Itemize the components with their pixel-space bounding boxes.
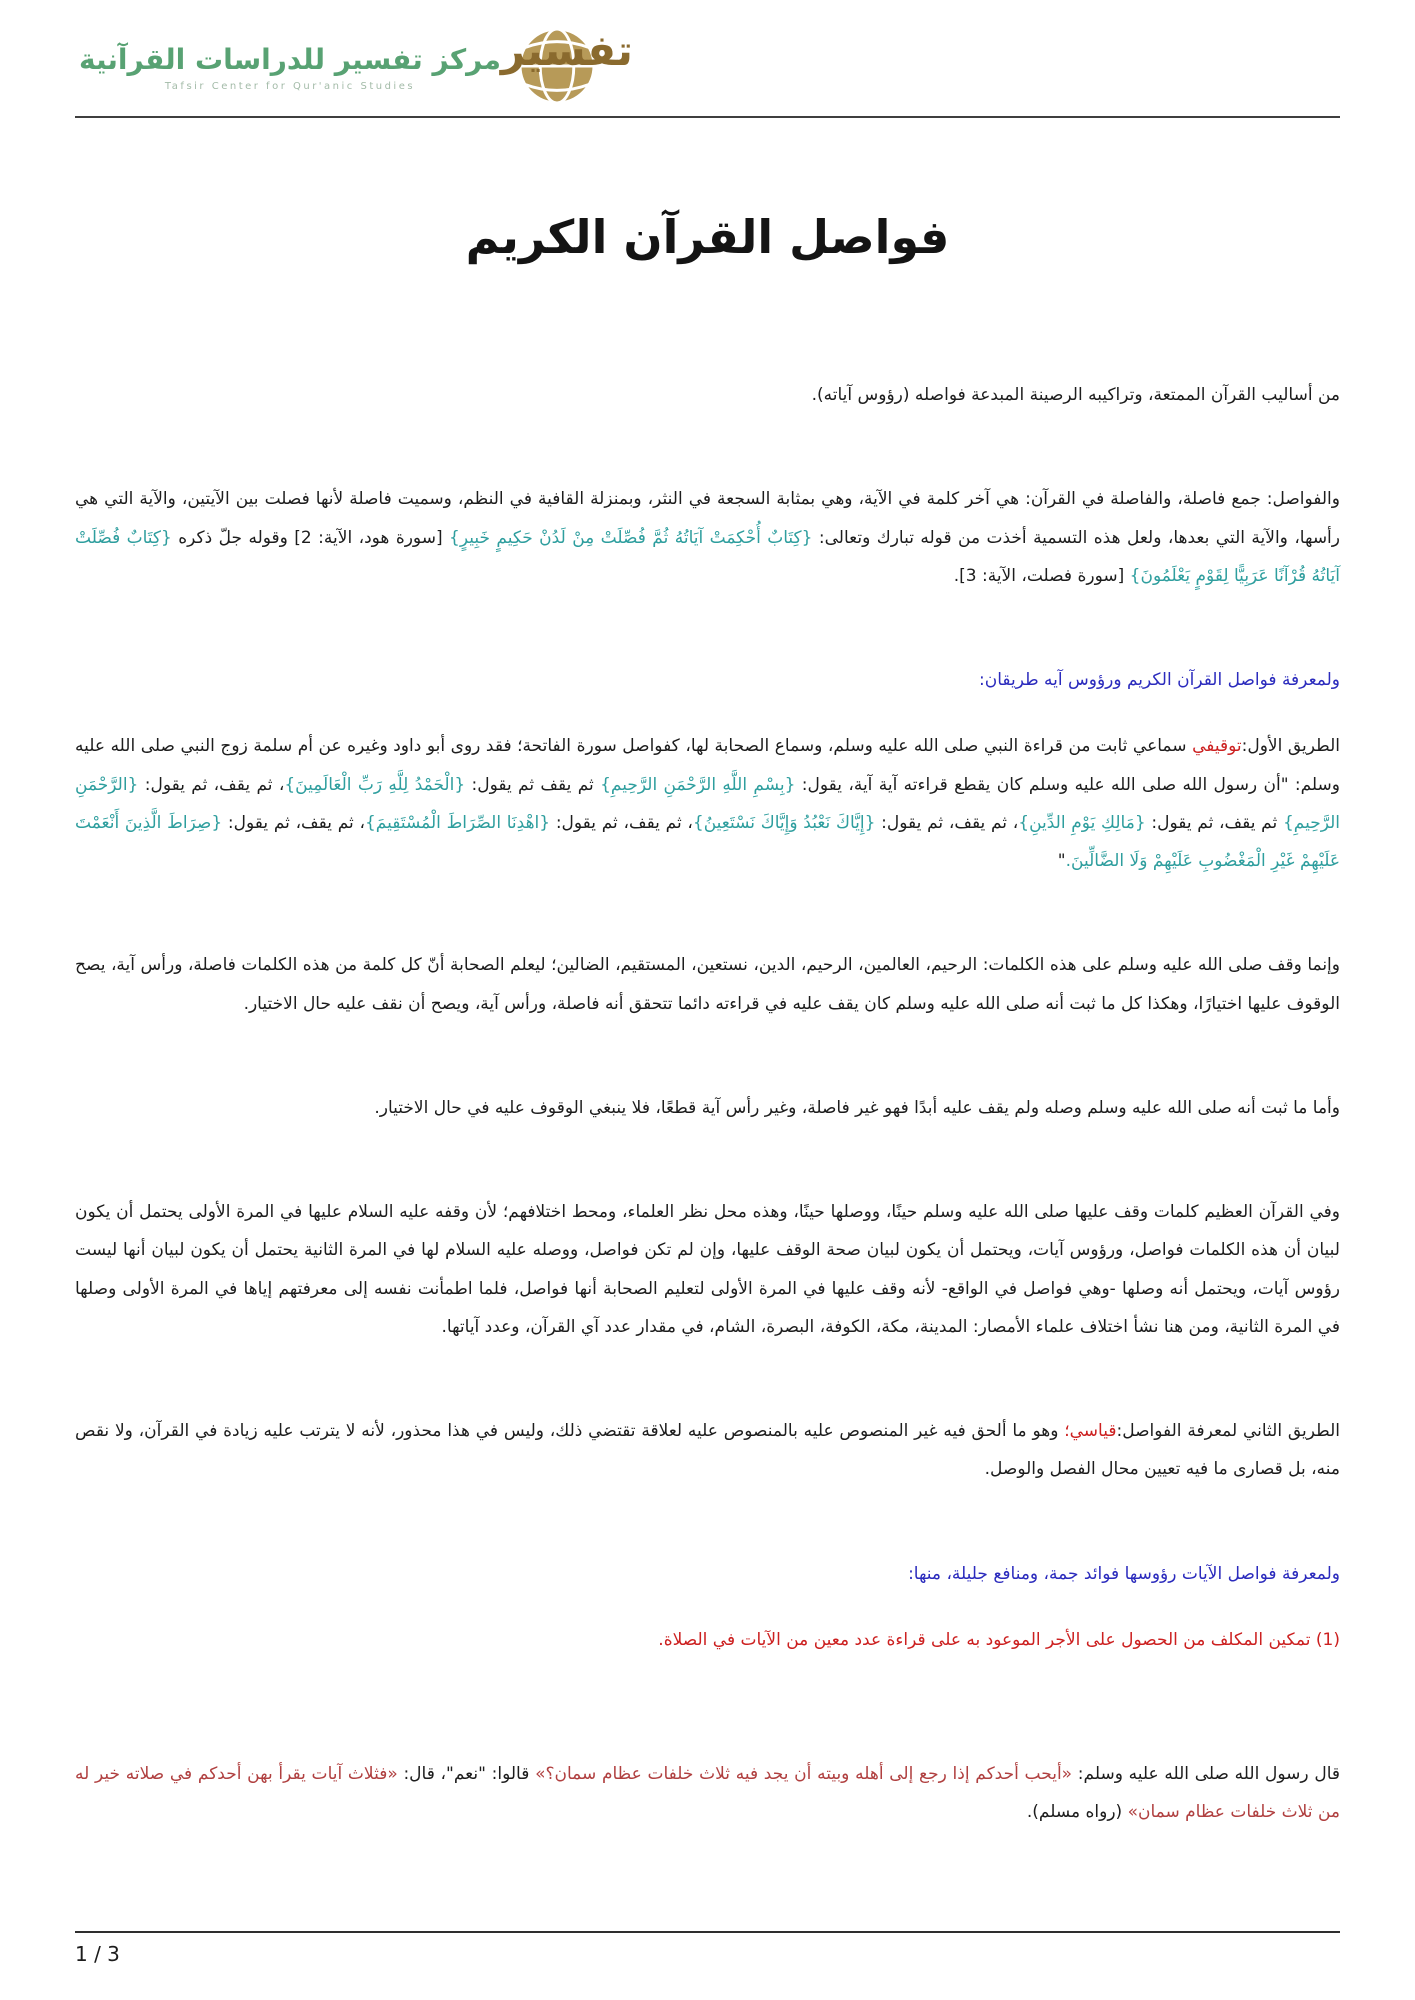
- text-segment-normal: وفي القرآن العظيم كلمات وقف عليها صلى الله عليه وسلم حينًا، ووصلها حينًا، وهذه محل نظر العلماء، ومحط اختلافهم؛ لأن وقفه عليه السلام عليها في المرة الأولى يحتمل أن يكون لبيان أن هذه الكلمات فواصل، ورؤوس آيات، ويحتمل أن يكون لبيان صحة الوقف عليها، وإن لم تكن فواصل، ووصله عليه السلام لها في المرة الثانية يحتمل أن يكون لبيان أنها ليست رؤوس آيات، ويحتمل أنه وصلها -وهي فواصل في الواقع- لأنه وقف عليها في المرة الأولى لتعليم الصحابة أنها فواصل، فلما اطمأنت نفسه إلى معرفتهم إياها في المرة الأولى وصلها في المرة الثانية، ومن هنا نشأ اختلاف علماء الأمصار: المدينة، مكة، الكوفة، البصرة، الشام، في مقدار عدد آي القرآن، وعدد آياتها.: [75, 1202, 1340, 1337]
- text-segment-quran: {مَالِكِ يَوْمِ الدِّينِ}: [1018, 812, 1146, 833]
- document-header: [75, 22, 1340, 118]
- text-segment-normal: ثم يقف، ثم يقول:: [1145, 812, 1283, 833]
- tafsir-center-logo: [75, 22, 633, 106]
- text-segment-normal: الطريق الثاني لمعرفة الفواصل:: [1116, 1421, 1340, 1441]
- text-segment-normal: الطريق الأول:: [1241, 736, 1341, 757]
- paragraph: [75, 1412, 1340, 1489]
- logo-text: [79, 37, 501, 92]
- text-segment-quran: {اهْدِنَا الصِّرَاطَ الْمُسْتَقِيمَ}: [364, 812, 551, 833]
- logo-english-name: Tafsir Center for Qur'anic Studies: [164, 80, 416, 92]
- section-heading: [75, 661, 1340, 699]
- text-segment-normal: قالوا: "نعم"، قال:: [397, 1764, 536, 1784]
- paragraph: [75, 480, 1340, 595]
- text-segment-red: قياسي؛: [1064, 1421, 1117, 1441]
- text-segment-normal: ": [1057, 851, 1066, 871]
- text-segment-quran: {الرَّحْمَنِ الرَّحِيمِ}: [75, 774, 1340, 833]
- text-segment-red: توقيفي: [1192, 736, 1242, 757]
- text-segment-quran: {الْحَمْدُ لِلَّهِ رَبِّ الْعَالَمِينَ}: [284, 774, 466, 795]
- text-segment-normal: ، ثم يقف، ثم يقول:: [875, 812, 1019, 833]
- paragraph: [75, 727, 1340, 880]
- text-segment-red: (1) تمكين المكلف من الحصول على الأجر الموعود به على قراءة عدد معين من الآيات في الصلاة.: [658, 1629, 1340, 1650]
- paragraph: [75, 1089, 1340, 1127]
- text-segment-normal: سماعي ثابت من قراءة النبي صلى الله عليه وسلم، وسماع الصحابة لها، كفواصل سورة الفاتحة؛ فقد روى أبو داود وغيره عن أم سلمة زوج النبي صلى الله عليه وسلم: "أن رسول الله صلى الله عليه وسلم كان يقطع قراءته آية آية، يقول:: [75, 736, 1340, 795]
- text-segment-quran: {كِتَابٌ فُصِّلَتْ آيَاتُهُ قُرْآنًا عَرَبِيًّا لِقَوْمٍ يَعْلَمُونَ}: [75, 527, 1340, 586]
- text-segment-hadith: «أيحب أحدكم إذا رجع إلى أهله وبيته أن يجد فيه ثلاث خلفات عظام سمان؟»: [535, 1764, 1073, 1784]
- hadith-paragraph: [75, 1755, 1340, 1832]
- section-heading: [75, 1555, 1340, 1593]
- text-segment-heading: ولمعرفة فواصل القرآن الكريم ورؤوس آيه طريقان:: [978, 670, 1340, 690]
- document-footer: [75, 1931, 1340, 1966]
- text-segment-quran: {صِرَاطَ الَّذِينَ أَنْعَمْتَ عَلَيْهِمْ غَيْرِ الْمَغْضُوبِ عَلَيْهِمْ وَلَا الضَّالِّينَ.: [75, 812, 1340, 871]
- text-segment-normal: ، ثم يقف، ثم يقول:: [550, 812, 693, 833]
- text-segment-heading: ولمعرفة فواصل الآيات رؤوسها فوائد جمة، ومنافع جليلة، منها:: [908, 1563, 1340, 1584]
- text-segment-quran: {بِسْمِ اللَّهِ الرَّحْمَنِ الرَّحِيمِ}: [600, 774, 796, 795]
- text-segment-normal: والفواصل: جمع فاصلة، والفاصلة في القرآن: هي آخر كلمة في الآية، وهي بمثابة السجعة في النثر، وبمنزلة القافية في النظم، وسميت فاصلة لأنها فصلت بين الآيتين، والآية التي هي رأسها، والآية التي بعدها، ولعل هذه التسمية أخذت من قوله تبارك وتعالى:: [75, 489, 1340, 548]
- page-title: فواصل القرآن الكريم: [465, 210, 950, 264]
- logo-mark-word: تفسير: [500, 26, 633, 75]
- footer-divider: [75, 1931, 1340, 1933]
- text-segment-quran: {إِيَّاكَ نَعْبُدُ وَإِيَّاكَ نَسْتَعِينُ}: [692, 812, 876, 833]
- text-segment-normal: ثم يقف ثم يقول:: [465, 774, 601, 795]
- header-divider: [75, 116, 1340, 118]
- text-segment-normal: (رواه مسلم).: [1026, 1802, 1128, 1823]
- intro-paragraph: [75, 376, 1340, 414]
- text-segment-normal: وهو ما ألحق فيه غير المنصوص عليه بالمنصوص عليه لعلاقة تقتضي ذلك، وليس في هذا محذور، لأنه لا يترتب عليه زيادة في القرآن، ولا نقص منه، بل قصارى ما فيه تعيين محال الفصل والوصل.: [75, 1421, 1340, 1480]
- document-body: [75, 376, 1340, 1832]
- benefit-item: [75, 1621, 1340, 1659]
- text-segment-hadith: «فثلاث آيات يقرأ بهن أحدكم في صلاته خير له من ثلاث خلفات عظام سمان»: [75, 1764, 1340, 1823]
- text-segment-normal: [سورة هود، الآية: 2] وقوله جلّ ذكره: [171, 527, 450, 548]
- text-segment-normal: [سورة فصلت، الآية: 3].: [953, 565, 1130, 586]
- text-segment-normal: قال رسول الله صلى الله عليه وسلم:: [1072, 1764, 1341, 1784]
- text-segment-normal: ، ثم يقف، ثم يقول:: [222, 812, 365, 833]
- logo-arabic-name: مركز تفسير للدراسات القرآنية: [79, 42, 501, 76]
- paragraph: [75, 1193, 1340, 1346]
- text-segment-normal: وإنما وقف صلى الله عليه وسلم على هذه الكلمات: الرحيم، العالمين، الرحيم، الدين، نستعين، المستقيم، الضالين؛ ليعلم الصحابة أنّ كل كلمة من هذه الكلمات فاصلة، ورأس آية، يصح الوقوف عليها اختيارًا، وهكذا كل ما ثبت أنه صلى الله عليه وسلم كان يقف عليه في قراءته دائما تتحقق أنه فاصلة، ورأس آية، ويصح أن نقف عليه حال الاختيار.: [75, 955, 1340, 1014]
- text-segment-quran: {كِتَابٌ أُحْكِمَتْ آيَاتُهُ ثُمَّ فُصِّلَتْ مِنْ لَدُنْ حَكِيمٍ خَبِيرٍ}: [449, 527, 813, 548]
- page-number: 1 / 3: [75, 1942, 120, 1966]
- globe-icon: [500, 22, 633, 106]
- text-segment-normal: من أساليب القرآن الممتعة، وتراكيبه الرصينة المبدعة فواصله (رؤوس آياته).: [811, 385, 1340, 405]
- text-segment-normal: وأما ما ثبت أنه صلى الله عليه وسلم وصله ولم يقف عليه أبدًا فهو غير فاصلة، وغير رأس آية قطعًا، فلا ينبغي الوقوف عليه في حال الاختيار.: [374, 1097, 1340, 1118]
- paragraph: [75, 946, 1340, 1023]
- text-segment-normal: ، ثم يقف، ثم يقول:: [138, 774, 285, 795]
